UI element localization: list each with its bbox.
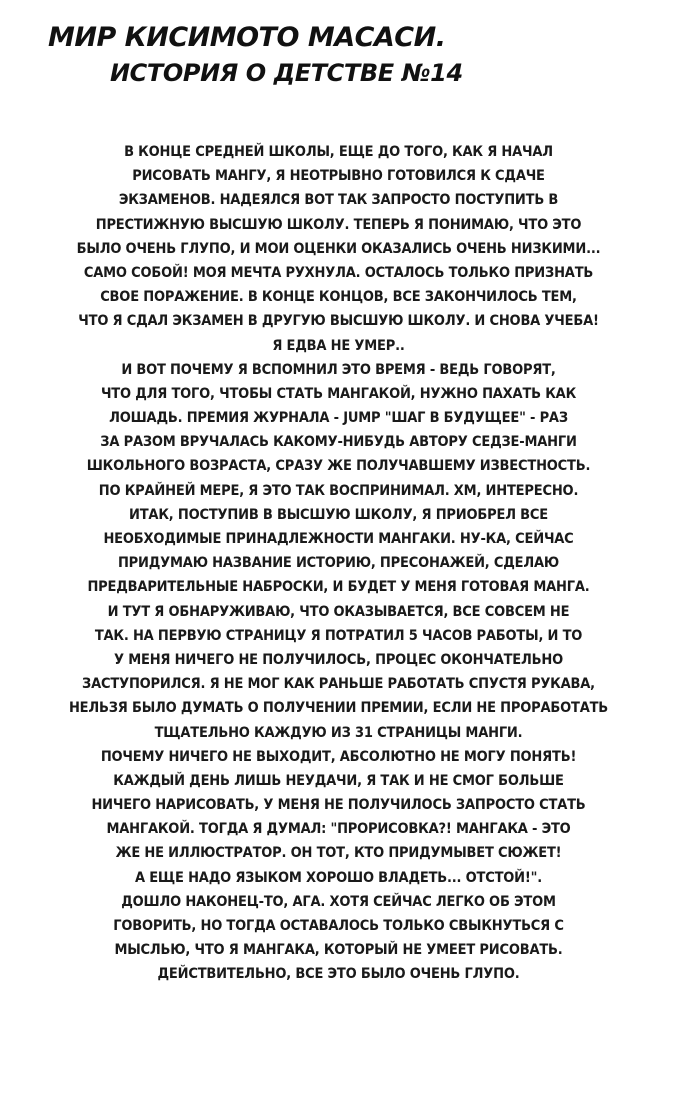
text-line: ЧТО ДЛЯ ТОГО, ЧТОБЫ СТАТЬ МАНГАКОЙ, НУЖНО ПАХАТЬ КАК: [100, 385, 577, 402]
story-text-block: [20, 140, 657, 987]
text-line: НИЧЕГО НАРИСОВАТЬ, У МЕНЯ НЕ ПОЛУЧИЛОСЬ ЗАПРОСТО СТАТЬ: [91, 797, 586, 814]
text-line: НЕОБХОДИМЫЕ ПРИНАДЛЕЖНОСТИ МАНГАКИ. НУ-КА, СЕЙЧАС: [103, 531, 574, 547]
text-line: НЕЛЬЗЯ БЫЛО ДУМАТЬ О ПОЛУЧЕНИИ ПРЕМИИ, ЕСЛИ НЕ ПРОРАБОТАТЬ: [68, 700, 609, 717]
text-line: ШКОЛЬНОГО ВОЗРАСТА, СРАЗУ ЖЕ ПОЛУЧАВШЕМУ ИЗВЕСТНОСТЬ.: [86, 458, 591, 475]
text-line: МАНГАКОЙ. ТОГДА Я ДУМАЛ: "ПРОРИСОВКА?! МАНГАКА - ЭТО: [106, 821, 571, 838]
text-line: СВОЕ ПОРАЖЕНИЕ. В КОНЦЕ КОНЦОВ, ВСЕ ЗАКОНЧИЛОСЬ ТЕМ,: [100, 289, 577, 306]
text-line: МЫСЛЬЮ, ЧТО Я МАНГАКА, КОТОРЫЙ НЕ УМЕЕТ РИСОВАТЬ.: [114, 942, 563, 959]
page-subtitle: ИСТОРИЯ О ДЕТСТВЕ №14: [110, 59, 463, 87]
text-line: ТАК. НА ПЕРВУЮ СТРАНИЦУ Я ПОТРАТИЛ 5 ЧАСОВ РАБОТЫ, И ТО: [94, 627, 583, 644]
text-line: ТЩАТЕЛЬНО КАЖДУЮ ИЗ 31 СТРАНИЦЫ МАНГИ.: [154, 724, 523, 741]
text-line: И ТУТ Я ОБНАРУЖИВАЮ, ЧТО ОКАЗЫВАЕТСЯ, ВСЕ СОВСЕМ НЕ: [107, 603, 570, 620]
text-line: В КОНЦЕ СРЕДНЕЙ ШКОЛЫ, ЕЩЕ ДО ТОГО, КАК Я НАЧАЛ: [124, 144, 553, 160]
text-line: И ВОТ ПОЧЕМУ Я ВСПОМНИЛ ЭТО ВРЕМЯ - ВЕДЬ ГОВОРЯТ,: [121, 361, 556, 378]
text-line: ЗАСТУПОРИЛСЯ. Я НЕ МОГ КАК РАНЬШЕ РАБОТАТЬ СПУСТЯ РУКАВА,: [82, 676, 595, 693]
text-line: ПОЧЕМУ НИЧЕГО НЕ ВЫХОДИТ, АБСОЛЮТНО НЕ МОГУ ПОНЯТЬ!: [100, 748, 577, 765]
text-line: ЭКЗАМЕНОВ. НАДЕЯЛСЯ ВОТ ТАК ЗАПРОСТО ПОСТУПИТЬ В: [118, 192, 559, 209]
text-line: А ЕЩЕ НАДО ЯЗЫКОМ ХОРОШО ВЛАДЕТЬ... ОТСТОЙ!".: [134, 869, 542, 886]
text-line: ПО КРАЙНЕЙ МЕРЕ, Я ЭТО ТАК ВОСПРИНИМАЛ. ХМ, ИНТЕРЕСНО.: [98, 482, 579, 499]
page-title: МИР КИСИМОТО МАСАСИ.: [48, 22, 446, 53]
text-line: ИТАК, ПОСТУПИВ В ВЫСШУЮ ШКОЛУ, Я ПРИОБРЕЛ ВСЕ: [129, 506, 548, 523]
text-line: ДОШЛО НАКОНЕЦ-ТО, АГА. ХОТЯ СЕЙЧАС ЛЕГКО ОБ ЭТОМ: [121, 893, 556, 910]
text-line: ПРИДУМАЮ НАЗВАНИЕ ИСТОРИЮ, ПРЕСОНАЖЕЙ, СДЕЛАЮ: [117, 555, 560, 572]
text-line: ЛОШАДЬ. ПРЕМИЯ ЖУРНАЛА - JUMP "ШАГ В БУДУЩЕЕ" - РАЗ: [109, 410, 568, 427]
text-line: КАЖДЫЙ ДЕНЬ ЛИШЬ НЕУДАЧИ, Я ТАК И НЕ СМОГ БОЛЬШЕ: [113, 772, 564, 789]
text-line: РИСОВАТЬ МАНГУ, Я НЕОТРЫВНО ГОТОВИЛСЯ К СДАЧЕ: [132, 168, 545, 185]
text-line: ПРЕСТИЖНУЮ ВЫСШУЮ ШКОЛУ. ТЕПЕРЬ Я ПОНИМАЮ, ЧТО ЭТО: [95, 216, 582, 233]
text-line: ПРЕДВАРИТЕЛЬНЫЕ НАБРОСКИ, И БУДЕТ У МЕНЯ ГОТОВАЯ МАНГА.: [87, 579, 590, 596]
text-line: ЖЕ НЕ ИЛЛЮСТРАТОР. ОН ТОТ, КТО ПРИДУМЫВЕТ СЮЖЕТ!: [115, 845, 562, 862]
text-line: ГОВОРИТЬ, НО ТОГДА ОСТАВАЛОСЬ ТОЛЬКО СВЫКНУТЬСЯ С: [113, 918, 564, 934]
text-line: У МЕНЯ НИЧЕГО НЕ ПОЛУЧИЛОСЬ, ПРОЦЕС ОКОНЧАТЕЛЬНО: [114, 651, 563, 668]
text-line: ЧТО Я СДАЛ ЭКЗАМЕН В ДРУГУЮ ВЫСШУЮ ШКОЛУ. И СНОВА УЧЕБА!: [78, 313, 599, 330]
text-line: БЫЛО ОЧЕНЬ ГЛУПО, И МОИ ОЦЕНКИ ОКАЗАЛИСЬ ОЧЕНЬ НИЗКИМИ...: [76, 240, 601, 257]
text-line: ЗА РАЗОМ ВРУЧАЛАСЬ КАКОМУ-НИБУДЬ АВТОРУ СЕДЗЕ-МАНГИ: [100, 434, 577, 451]
text-line: Я ЕДВА НЕ УМЕР..: [272, 337, 405, 354]
text-line: ДЕЙСТВИТЕЛЬНО, ВСЕ ЭТО БЫЛО ОЧЕНЬ ГЛУПО.: [157, 966, 520, 983]
text-line: САМО СОБОЙ! МОЯ МЕЧТА РУХНУЛА. ОСТАЛОСЬ ТОЛЬКО ПРИЗНАТЬ: [83, 264, 594, 281]
